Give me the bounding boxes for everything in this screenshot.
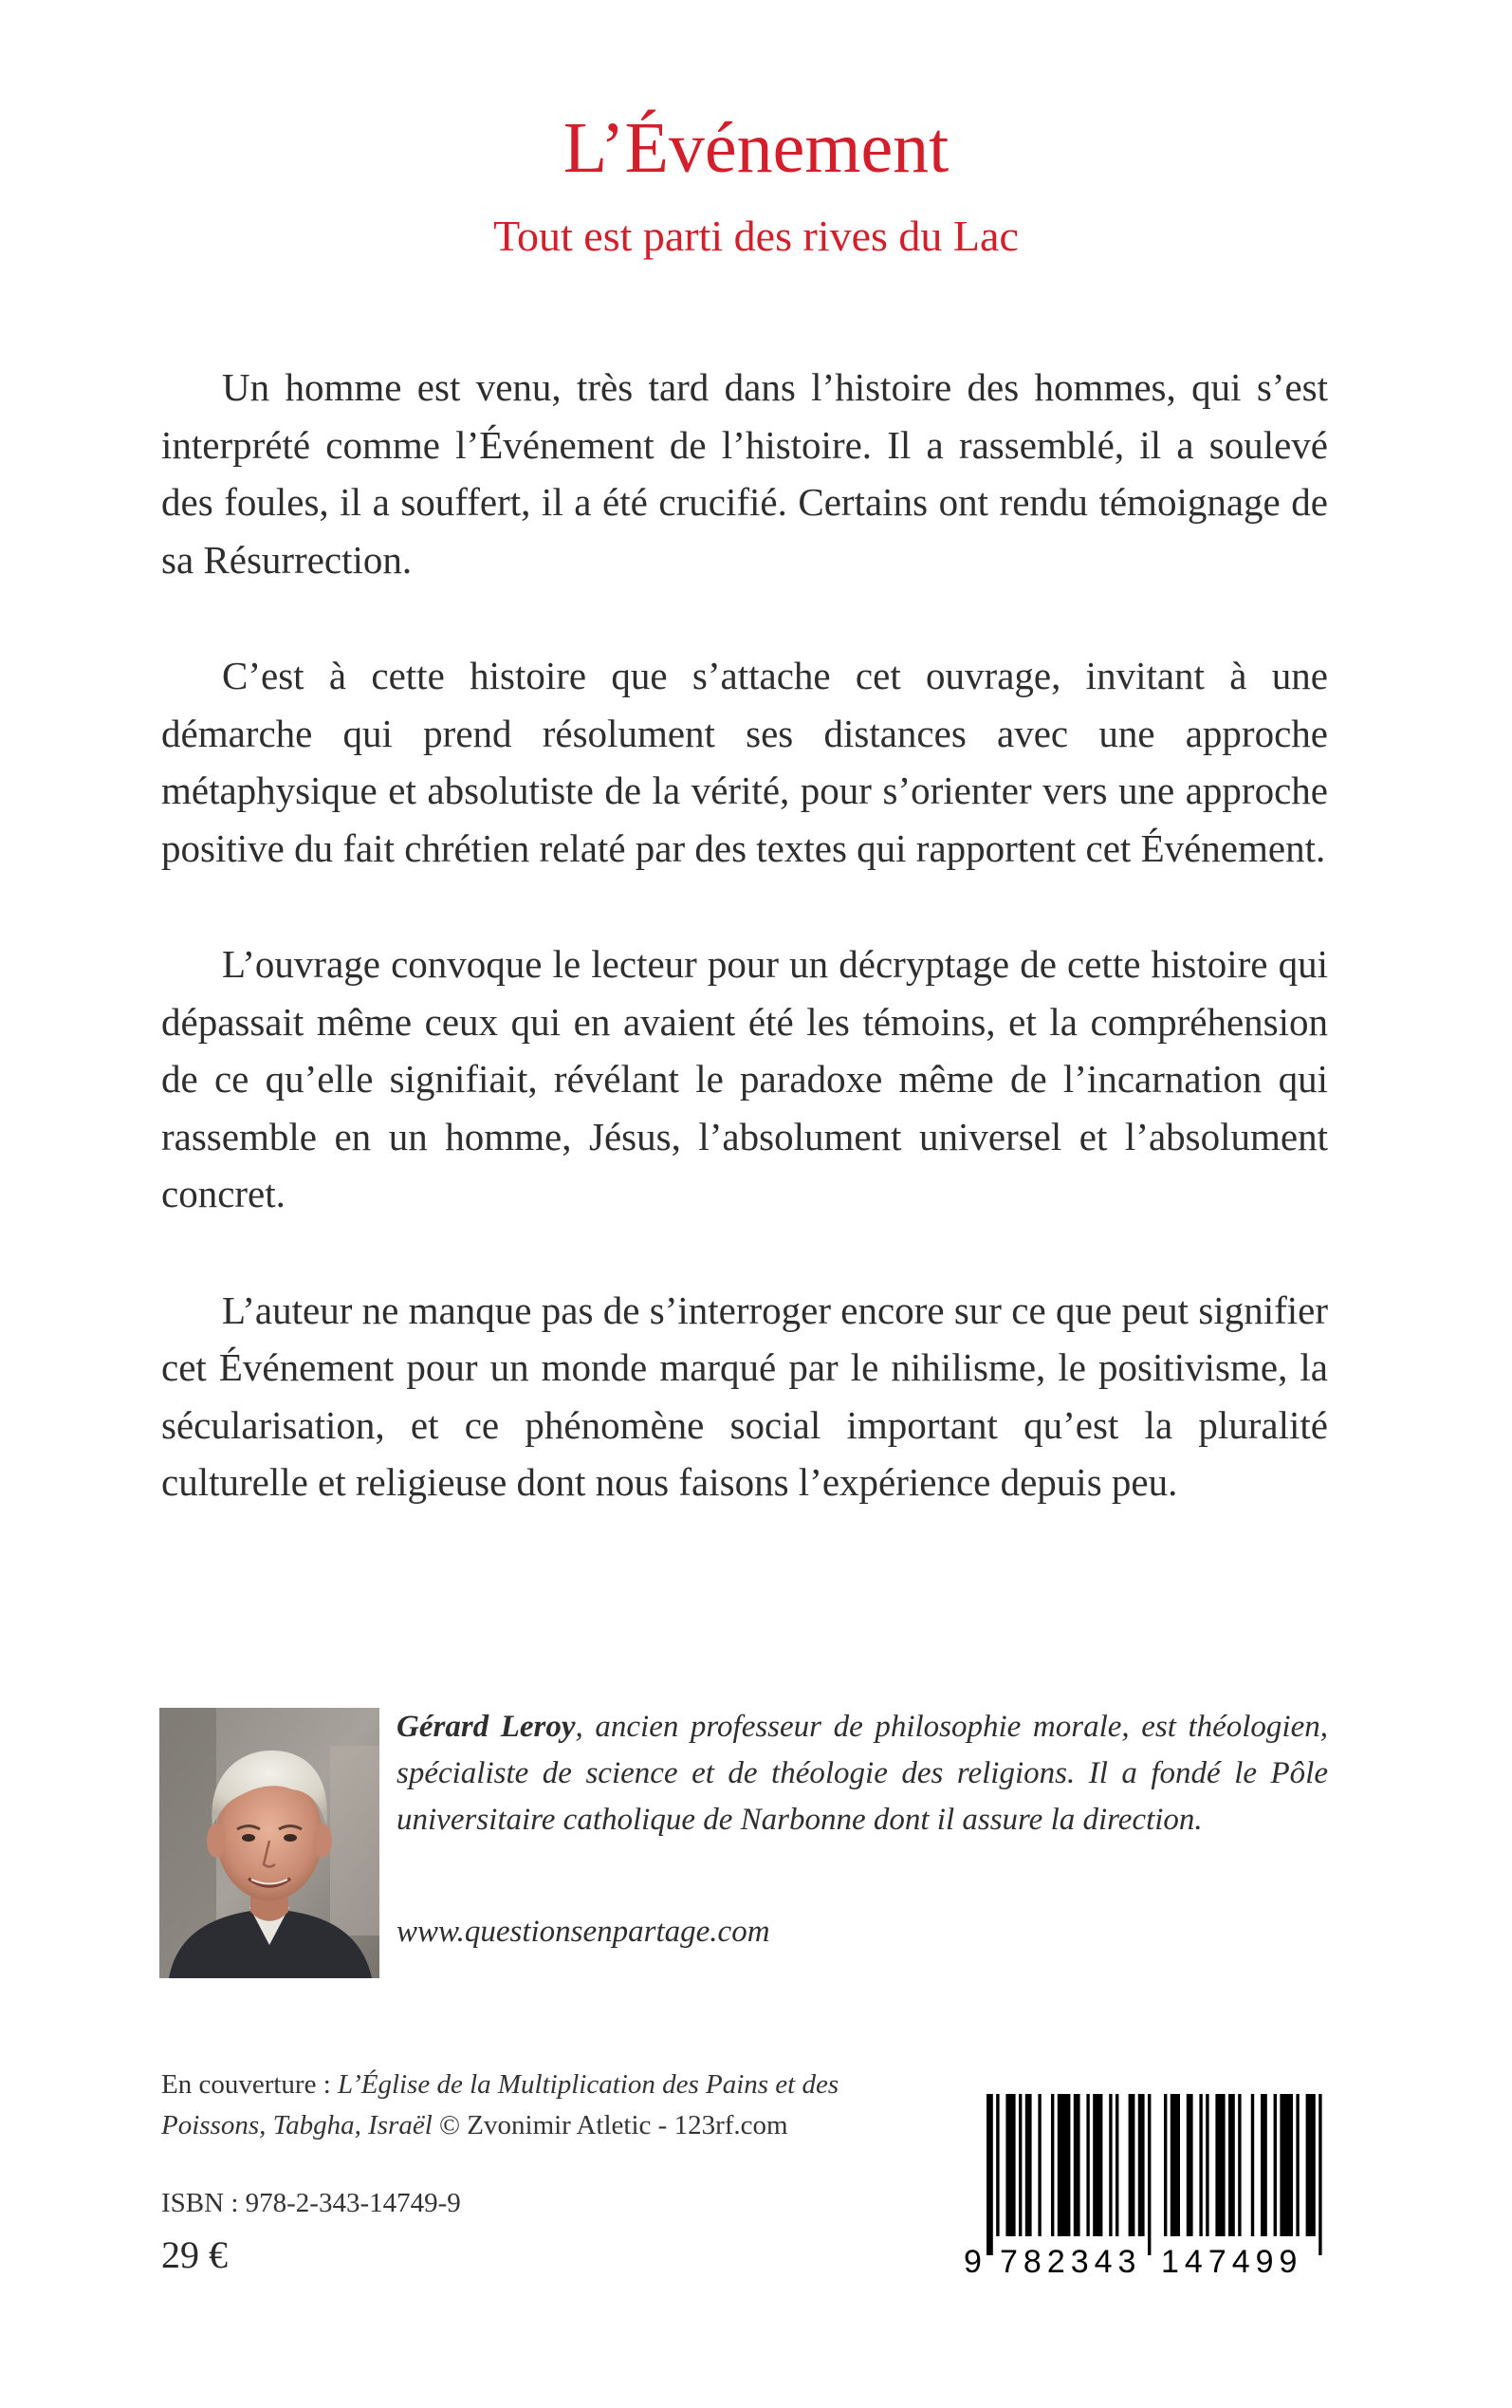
barcode-bar xyxy=(1051,2094,1054,2236)
barcode-bar xyxy=(1129,2094,1135,2236)
isbn-number: ISBN : 978-2-343-14749-9 xyxy=(161,2188,461,2218)
barcode-bar xyxy=(1025,2094,1032,2236)
barcode-bar xyxy=(1148,2094,1151,2255)
barcode-bar xyxy=(1171,2094,1180,2236)
cover-credit xyxy=(161,2065,920,2146)
barcode-bar xyxy=(1215,2094,1225,2236)
cover-credit-artwork: L’Église de la Multiplication des Pains et des Poissons, Tabgha, Israël xyxy=(161,2069,839,2140)
barcode-bar xyxy=(1228,2094,1235,2236)
blurb-paragraph-4: L’auteur ne manque pas de s’interroger encore sur ce que peut signifier cet Événement pour un monde marqué par le nihilisme, le positivisme, la sécularisation, et ce phénomène social important qu’est la pluralité culturelle et religieuse dont nous faisons l’expérience depuis peu. xyxy=(161,1287,1328,1504)
blurb-paragraph-1: Un homme est venu, très tard dans l’histoire des hommes, qui s’est interprété comme l’Événement de l’histoire. Il a rassemblé, il a soulevé des foules, il a souffert, il a été crucifié. Certains ont rendu témoignage de sa Résurrection. xyxy=(161,365,1328,582)
book-price: 29 € xyxy=(161,2233,228,2276)
blurb-paragraph-3: L’ouvrage convoque le lecteur pour un décryptage de cette histoire qui dépassait même ceux qui en avaient été les témoins, et la compréhension de ce qu’elle signifiait, révélant le paradoxe même de l’incarnation qui rassemble en un homme, Jésus, l’absolument universel et l’absolument concret. xyxy=(161,942,1328,1215)
barcode-bar xyxy=(1296,2094,1299,2236)
barcode-bar xyxy=(1005,2094,1015,2236)
back-cover-blurb xyxy=(161,359,1328,1570)
author-website: www.questionsenpartage.com xyxy=(396,1915,770,1949)
book-title: L’Événement xyxy=(562,108,950,188)
cover-credit-photographer: © Zvonimir Atletic - 123rf.com xyxy=(432,2110,788,2140)
barcode-bar xyxy=(986,2094,993,2255)
barcode-bar xyxy=(1164,2094,1167,2236)
barcode-bar xyxy=(1116,2094,1118,2236)
author-bio-text: , ancien professeur de philosophie morale, est théologien, spécialiste de science et de théologie des religions. Il a fondé le Pôle universitaire catholique de Narbonne dont il assure la direction. xyxy=(396,1710,1328,1837)
barcode-bar xyxy=(1306,2094,1316,2236)
barcode-bar xyxy=(1318,2094,1321,2255)
author-bio xyxy=(396,1704,1328,1843)
barcode-bar xyxy=(1187,2094,1193,2236)
barcode-bar xyxy=(1261,2094,1267,2236)
barcode-digit-lead: 9 xyxy=(964,2244,982,2280)
barcode-bar xyxy=(1238,2094,1241,2236)
barcode-bar xyxy=(1138,2094,1145,2236)
barcode-bar xyxy=(1093,2094,1102,2236)
blurb-paragraph-2: C’est à cette histoire que s’attache cet ouvrage, invitant à une démarche qui prend résolument ses distances avec une approche métaphysique et absolutiste de la vérité, pour s’orienter vers une approche positive du fait chrétien relaté par des textes qui rapportent cet Événement. xyxy=(161,654,1328,870)
barcode-digits-left: 782343 xyxy=(1000,2244,1142,2280)
barcode-bar xyxy=(1251,2094,1254,2236)
barcode-bar xyxy=(1038,2094,1041,2236)
author-portrait-photo xyxy=(159,1708,379,1978)
isbn-barcode xyxy=(958,2090,1330,2280)
barcode-bar xyxy=(1074,2094,1080,2236)
barcode-bar xyxy=(1058,2094,1071,2236)
book-subtitle: Tout est parti des rives du Lac xyxy=(493,212,1019,260)
author-name: Gérard Leroy xyxy=(396,1710,576,1744)
barcode-bar xyxy=(1280,2094,1293,2236)
barcode-bar xyxy=(1274,2094,1277,2236)
barcode-bar xyxy=(1086,2094,1089,2236)
barcode-bar xyxy=(1199,2094,1202,2236)
cover-credit-prefix: En couverture : xyxy=(161,2069,339,2100)
barcode-bar xyxy=(996,2094,999,2236)
barcode-bar xyxy=(1019,2094,1022,2236)
barcode-bars-icon xyxy=(958,2090,1330,2280)
barcode-bar xyxy=(1109,2094,1112,2236)
barcode-bar xyxy=(1206,2094,1208,2236)
barcode-digits-right: 147499 xyxy=(1161,2244,1303,2280)
